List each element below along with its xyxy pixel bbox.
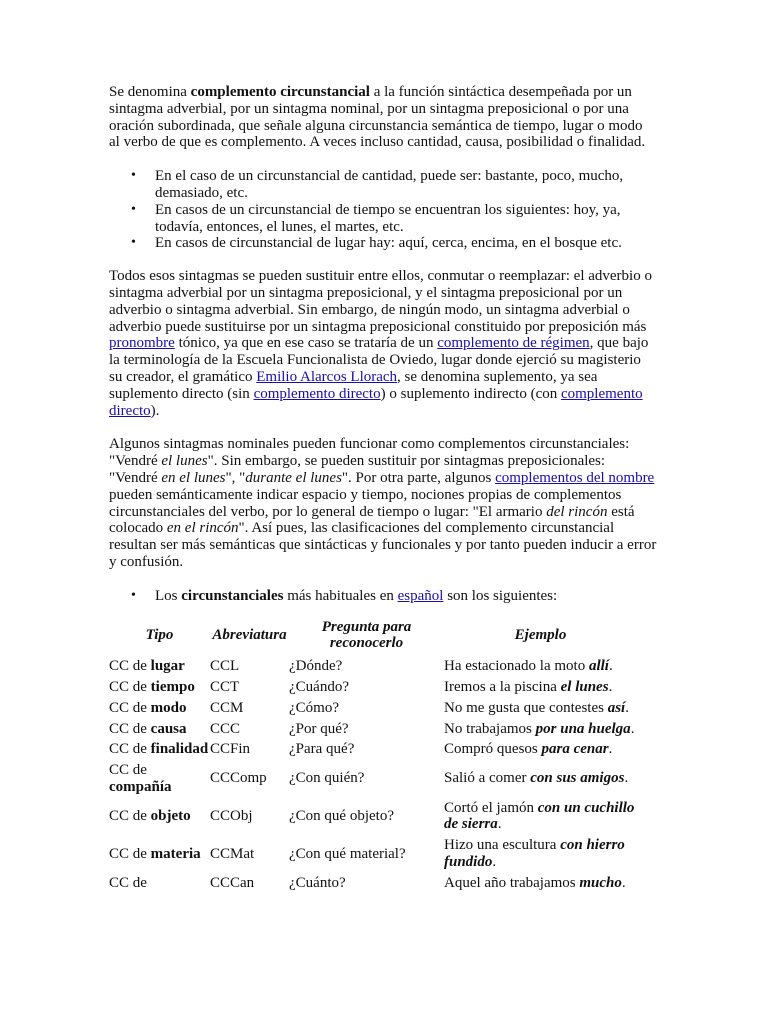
cell-pregunta: ¿Para qué? bbox=[289, 741, 355, 758]
link-complemento-directo-2[interactable]: complemento directo bbox=[109, 385, 643, 419]
cell-abreviatura: CCObj bbox=[210, 808, 253, 825]
table-row bbox=[109, 656, 637, 677]
cell-abreviatura: CCL bbox=[210, 658, 240, 675]
cell-pregunta: ¿Cuándo? bbox=[289, 678, 349, 695]
table-row bbox=[109, 698, 637, 719]
table-header-row bbox=[109, 619, 637, 657]
paragraph-substitution: Todos esos sintagmas se pueden sustituir entre ellos, conmutar o reemplazar: el adverbio o sintagma adverbial por un sintagma preposicional, y el sintagma preposicional por un adverbio o sintagma adverbial. Sin embargo, de ningún modo, un sintagma adverbial o adverbio puede sustituirse por un sintagma preposicional constituido por preposición más pronombre tónico, ya que en ese caso se trataría de un complemento de régimen, que bajo la terminología de la Escuela Funcionalista de Oviedo, lugar donde ejerció su magisterio su creador, el gramático Emilio Alarcos Llorach, se denomina suplemento, ya sea suplemento directo (sin complemento directo) o suplemento indirecto (con complemento directo). bbox=[109, 268, 652, 419]
header-pregunta: Pregunta para reconocerlo bbox=[321, 618, 412, 652]
paragraph-nominal: Algunos sintagmas nominales pueden funcionar como complementos circunstanciales: "Vendré el lunes". Sin embargo, se pueden sustituir por sintagmas preposicionales: "Vendré en el lunes", "durante el lunes". Por otra parte, algunos complementos del nombre pueden semánticamente indicar espacio y tiempo, nociones propias de complementos circunstanciales del verbo, por lo general de tiempo o lugar: "El armario del rincón está colocado en el rincón". Así pues, las clasificaciones del complemento circunstancial resultan ser más semánticas que sintácticas y funcionales y por tanto pueden inducir a error y confusión. bbox=[109, 436, 657, 570]
cell-pregunta: ¿Dónde? bbox=[289, 658, 343, 675]
paragraph-definition: Se denomina complemento circunstancial a la función sintáctica desempeñada por un sintagma adverbial, por un sintagma nominal, por un sintagma preposicional o por una oración subordinada, que señale alguna circunstancia semántica de tiempo, lugar o modo al verbo de que es complemento. A veces incluso cantidad, causa, posibilidad o finalidad. bbox=[109, 84, 646, 151]
cell-abreviatura: CCComp bbox=[210, 770, 267, 787]
circunstanciales-table bbox=[109, 619, 637, 894]
table-row bbox=[109, 760, 637, 798]
list-item: • En casos de un circunstancial de tiempo se encuentran los siguientes: hoy, ya, todavía, entonces, el lunes, el martes, etc. bbox=[155, 202, 657, 236]
document-page bbox=[109, 84, 657, 894]
cell-ejemplo: No trabajamos por una huelga. bbox=[444, 720, 635, 737]
table-row bbox=[109, 719, 637, 740]
link-espanol[interactable]: español bbox=[397, 587, 444, 604]
cell-ejemplo: No me gusta que contestes así. bbox=[444, 699, 629, 716]
cell-tipo: CC de lugar bbox=[109, 658, 185, 675]
cell-pregunta: ¿Con qué material? bbox=[289, 845, 406, 862]
table-row bbox=[109, 798, 637, 836]
cell-ejemplo: Hizo una escultura con hierro fundido. bbox=[444, 837, 625, 871]
table-row bbox=[109, 739, 637, 760]
link-emilio-alarcos-llorach[interactable]: Emilio Alarcos Llorach bbox=[256, 368, 398, 385]
cell-tipo: CC de materia bbox=[109, 845, 201, 862]
table-row bbox=[109, 873, 637, 894]
cell-tipo: CC de modo bbox=[109, 699, 187, 716]
cell-abreviatura: CCC bbox=[210, 720, 241, 737]
cell-tipo: CC de tiempo bbox=[109, 678, 195, 695]
cell-ejemplo: Cortó el jamón con un cuchillo de sierra. bbox=[444, 799, 635, 833]
table-row bbox=[109, 835, 637, 873]
header-tipo: Tipo bbox=[145, 626, 174, 643]
cell-abreviatura: CCCan bbox=[210, 874, 255, 891]
cell-abreviatura: CCMat bbox=[210, 845, 255, 862]
cell-tipo: CC de causa bbox=[109, 720, 187, 737]
cell-abreviatura: CCT bbox=[210, 678, 240, 695]
cell-tipo: CC de bbox=[109, 874, 147, 891]
cell-pregunta: ¿Con qué objeto? bbox=[289, 808, 394, 825]
table-row bbox=[109, 677, 637, 698]
cell-pregunta: ¿Por qué? bbox=[289, 720, 349, 737]
list-item: • Los circunstanciales más habituales en español son los siguientes: bbox=[155, 588, 657, 605]
table-body bbox=[109, 656, 637, 894]
cell-abreviatura: CCFin bbox=[210, 741, 251, 758]
bullet-list-intro bbox=[109, 588, 657, 605]
cell-abreviatura: CCM bbox=[210, 699, 244, 716]
link-pronombre[interactable]: pronombre bbox=[109, 335, 175, 352]
link-complemento-de-regimen[interactable]: complemento de régimen bbox=[437, 335, 590, 352]
list-item: • En casos de circunstancial de lugar hay: aquí, cerca, encima, en el bosque etc. bbox=[155, 235, 657, 252]
header-ejemplo: Ejemplo bbox=[514, 626, 567, 643]
bullet-list-examples bbox=[109, 168, 657, 252]
list-item: • En el caso de un circunstancial de cantidad, puede ser: bastante, poco, mucho, demasiado, etc. bbox=[155, 168, 657, 202]
cell-ejemplo: Ha estacionado la moto allí. bbox=[444, 658, 613, 675]
link-complementos-del-nombre[interactable]: complementos del nombre bbox=[495, 469, 655, 486]
cell-ejemplo: Aquel año trabajamos mucho. bbox=[444, 874, 626, 891]
cell-ejemplo: Salió a comer con sus amigos. bbox=[444, 770, 629, 787]
cell-ejemplo: Compró quesos para cenar. bbox=[444, 741, 613, 758]
cell-pregunta: ¿Con quién? bbox=[289, 770, 365, 787]
cell-tipo: CC de objeto bbox=[109, 808, 191, 825]
cell-ejemplo: Iremos a la piscina el lunes. bbox=[444, 678, 613, 695]
cell-tipo: CC de finalidad bbox=[109, 741, 209, 758]
header-abreviatura: Abreviatura bbox=[212, 626, 287, 643]
cell-pregunta: ¿Cuánto? bbox=[289, 874, 346, 891]
cell-pregunta: ¿Cómo? bbox=[289, 699, 339, 716]
term-bold: complemento circunstancial bbox=[190, 84, 370, 100]
link-complemento-directo[interactable]: complemento directo bbox=[253, 385, 381, 402]
cell-tipo: CC de compañía bbox=[109, 762, 172, 795]
